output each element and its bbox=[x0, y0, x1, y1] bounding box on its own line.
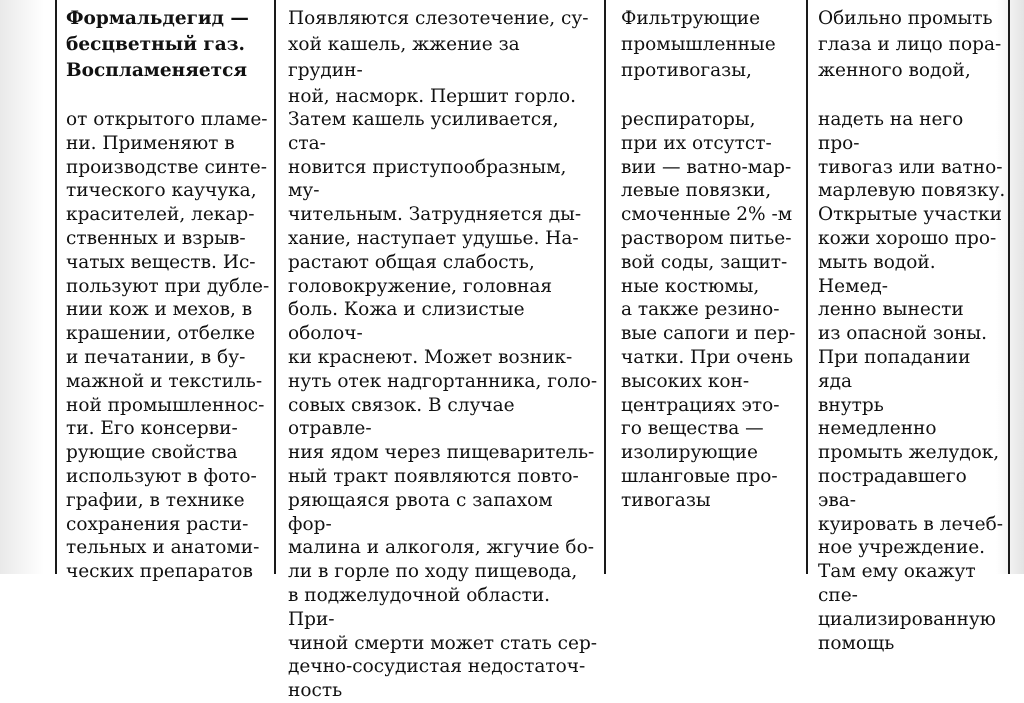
column-first-aid bbox=[818, 0, 1006, 655]
column-body-symptoms: Затем кашель усиливается, ста- новится приступообразным, му- чительным. Затрудняется ды- хание, наступает удушье. На- растают общая слабость, головокружение, головная боль. Кожа и слизистые оболоч- ки краснеют. Может возник- нуть отек надгортанника, голо- совых связок. В случае отравле- ния ядом через пищеваритель- ный тракт появляются повто- ряющаяся рвота с запахом фор- малина и алкоголя, жгучие бо- ли в горле по ходу пищевода, в поджелудочной области. При- чиной смерти может стать сер- дечно-сосудистая недостаточ- ность bbox=[288, 109, 598, 702]
column-body-protection: респираторы, при их отсутст- вии — ватно-мар- левые повязки, смоченные 2% -м раствором питье- вой соды, защит- ные костюмы, а также резино- вые сапоги и пер- чатки. При очень высоких кон- центрациях это- го вещества — изолирующие шланговые про- тивогазы bbox=[621, 109, 796, 511]
column-substance bbox=[66, 0, 270, 584]
column-protection bbox=[621, 0, 803, 513]
column-body-substance: от открытого пламе- ни. Применяют в производстве синте- тического каучука, красителей, лекар- ственных и взрыв- чатых веществ. Ис- пользуют при дубле- нии кож и мехов, в крашении, отбелке и печатании, в бу- мажной и текстиль- ной промышленнос- ти. Его консерви- рующие свойства используют в фото- графии, в технике сохранения расти- тельных и анатоми- ческих препаратов bbox=[66, 109, 270, 583]
column-header-first-aid: Обильно промыть глаза и лицо пора- женного водой, bbox=[818, 8, 1002, 81]
column-rule-right bbox=[1008, 0, 1010, 574]
column-header-symptoms: Появляются слезотечение, су- хой кашель, жжение за грудин- ной, насморк. Першит горло. bbox=[288, 8, 589, 107]
page-edge-shadow-left bbox=[0, 0, 44, 574]
column-body-first-aid: надеть на него про- тивогаз или ватно- марлевую повязку. Открытые участки кожи хорошо про- мыть водой. Немед- ленно вынести из опасной зоны. При попадании яда внутрь немедленно промыть желудок, пострадавшего эва- куировать в лечеб- ное учреждение. Там ему окажут спе- циализированную помощь bbox=[818, 109, 1006, 654]
column-rule-left bbox=[55, 0, 57, 574]
column-header-substance: Формальдегид — бесцветный газ. Воспламеняется bbox=[66, 8, 249, 81]
column-symptoms bbox=[288, 0, 600, 703]
column-header-protection: Фильтрующие промышленные противогазы, bbox=[621, 8, 776, 81]
column-rule-1 bbox=[274, 0, 276, 574]
column-rule-3 bbox=[806, 0, 808, 574]
column-rule-2 bbox=[604, 0, 606, 574]
